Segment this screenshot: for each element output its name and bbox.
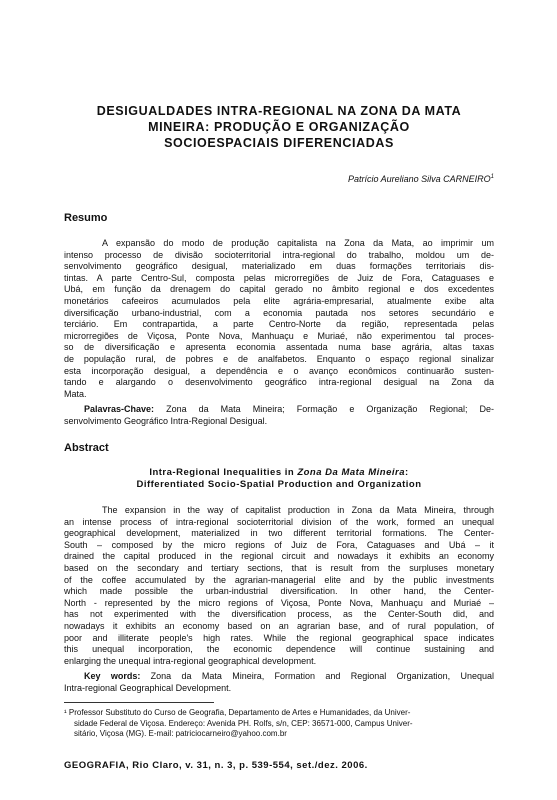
abstract-line: geographical development, materialized in two different territorial formations. The Center- <box>64 528 494 539</box>
title-line-2: MINEIRA: PRODUÇÃO E ORGANIZAÇÃO <box>148 120 410 134</box>
abstract-line: has not experimented with the diversification process, as the Center-South did, and <box>64 609 494 620</box>
footnote-divider <box>64 702 214 703</box>
resumo-body <box>64 238 494 400</box>
keywords-label: Key words: <box>84 671 141 681</box>
resumo-keywords <box>64 404 494 427</box>
author-footnote-mark: 1 <box>490 174 494 180</box>
resumo-line: tando e alargando o desenvolvimento geográfico intra-regional desigual na Zona da <box>64 377 494 388</box>
abstract-line: an intense process of intra-regional socioterritorial division of the work, formed an unequal <box>64 516 494 527</box>
abstract-line: which made possible the urban-industrial diversification. In other hand, the Center- <box>64 586 494 597</box>
abstract-title-italic: Zona Da Mata Mineira <box>297 467 405 478</box>
abstract-title-suffix: : <box>405 467 409 478</box>
resumo-line: esta incorporação desigual, a dependência e o avanço econômicos continuarão susten- <box>64 365 494 376</box>
keywords-text: Intra-regional Geographical Development. <box>64 682 232 693</box>
abstract-line: enlarging the unequal intra-regional geographical development. <box>64 655 317 666</box>
abstract-line: poor and illiterate people's high rates. While the regional geographical space indicates <box>64 632 494 643</box>
abstract-title-prefix: Intra-Regional Inequalities in <box>149 467 298 478</box>
resumo-line: Mata. <box>64 388 87 399</box>
resumo-line: senvolvimento geográfico desigual, materializado em duas formações territoriais dis- <box>64 261 494 272</box>
resumo-line: monetários cafeeiros acumulados pela elite agrária-empresarial, atualmente exibe alta <box>64 295 494 306</box>
footnote <box>64 708 494 740</box>
abstract-line: this unequal incorporation, the economic dependence will continue sustaining and <box>64 644 494 655</box>
keywords-text: Zona da Mata Mineira, Formation and Regional Organization, Unequal <box>140 671 494 681</box>
title-line-3: SOCIOESPACIAIS DIFERENCIADAS <box>164 136 394 150</box>
author-line <box>348 174 494 184</box>
resumo-line: tintas. A parte Centro-Sul, composta pelas microrregiões de Juiz de Fora, Cataguases e <box>64 272 494 283</box>
author-name: Patrício Aureliano Silva CARNEIRO <box>347 174 491 184</box>
resumo-line: de população rural, de pobres e de analfabetos. Enquanto o espaço regional sinalizar <box>64 353 494 364</box>
abstract-heading: Abstract <box>64 442 109 454</box>
keywords-label: Palavras-Chave: <box>84 404 155 414</box>
resumo-line: diversificação urbano-industrial, com a economia pautada nos setores secundário e <box>64 307 494 318</box>
abstract-line: based on the secondary and tertiary sections, that is result from the surpluses monetary <box>64 562 494 573</box>
footnote-line: sidade Federal de Viçosa. Endereço: Avenida PH. Rolfs, s/n, CEP: 36571-000, Campus Univer- <box>74 718 413 728</box>
abstract-subtitle: Differentiated Socio-Spatial Production and Organization <box>136 479 422 490</box>
abstract-line: nowadays it exhibits an economy based on an agrarian base, and of rural population, of <box>64 620 494 631</box>
abstract-line: drained the capital produced in the regional circuit and nowadays it exhibits an economy <box>64 551 494 562</box>
resumo-heading: Resumo <box>64 212 108 224</box>
abstract-line: The expansion in the way of capitalist production in Zona da Mata Mineira, through <box>102 505 494 515</box>
resumo-line: so de diversificação e apresenta economia assentada numa base agrária, altas taxas <box>64 342 494 353</box>
abstract-line: South – composed by the micro regions of Juiz de Fora, Cataguases and Ubá – it <box>64 539 494 550</box>
resumo-line: terciário. Em contrapartida, a parte Centro-Norte da região, representada pelas <box>64 319 494 330</box>
keywords-text: senvolvimento Geográfico Intra-Regional Desigual. <box>64 415 268 426</box>
resumo-line: A expansão do modo de produção capitalista na Zona da Mata, ao imprimir um <box>102 238 494 248</box>
footnote-line: ¹ Professor Substituto do Curso de Geografia, Departamento de Artes e Humanidades, da Univer- <box>64 708 411 717</box>
abstract-title <box>64 467 494 491</box>
abstract-line: North - represented by the micro regions of Viçosa, Ponte Nova, Manhuaçu and Muriaé – <box>64 597 494 608</box>
resumo-line: microrregiões de Viçosa, Ponte Nova, Manhuaçu e Muriaé, não experimentou tal proces- <box>64 330 494 341</box>
resumo-line: intenso processo de divisão socioterritorial intra-regional do trabalho, moldou um de- <box>64 249 494 260</box>
abstract-body <box>64 505 494 667</box>
journal-reference: GEOGRAFIA, Rio Claro, v. 31, n. 3, p. 539-554, set./dez. 2006. <box>64 760 368 771</box>
resumo-line: Ubá, em função da drenagem do capital gerado no âmbito regional e dos excedentes <box>64 284 494 295</box>
abstract-line: of the coffee accumulated by the agrarian-managerial elite and by the public investments <box>64 574 494 585</box>
footnote-line: sitário, Viçosa (MG). E-mail: patriciocarneiro@yahoo.com.br <box>74 729 287 738</box>
abstract-keywords <box>64 671 494 694</box>
paper-title <box>64 103 494 151</box>
keywords-text: Zona da Mata Mineira; Formação e Organização Regional; De- <box>154 404 494 414</box>
title-line-1: DESIGUALDADES INTRA-REGIONAL NA ZONA DA MATA <box>96 104 462 118</box>
